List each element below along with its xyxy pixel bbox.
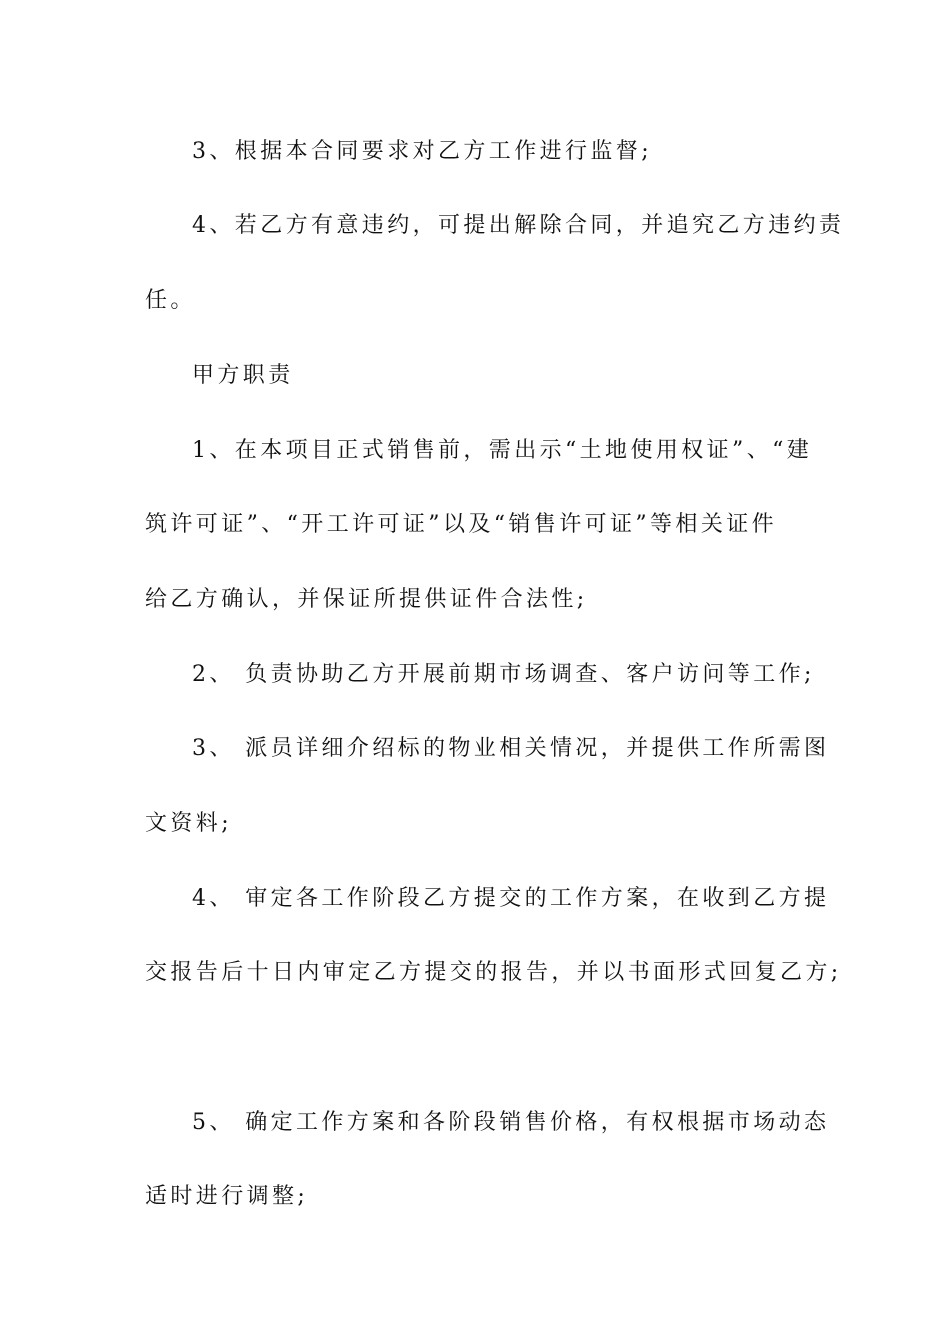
duty-2-market-survey: 2、 负责协助乙方开展前期市场调查、客户访问等工作; <box>192 662 815 687</box>
clause-4-breach-cont: 任。 <box>145 288 196 313</box>
duty-1-certificates-cont-2: 给乙方确认，并保证所提供证件合法性; <box>145 587 588 612</box>
duty-4-review-plans: 4、 审定各工作阶段乙方提交的工作方案，在收到乙方提 <box>192 886 830 911</box>
duty-1-certificates: 1、在本项目正式销售前，需出示“土地使用权证”、“建 <box>192 438 813 463</box>
clause-3-supervise: 3、根据本合同要求对乙方工作进行监督; <box>192 139 653 164</box>
clause-4-breach: 4、若乙方有意违约，可提出解除合同，并追究乙方违约责 <box>192 213 845 238</box>
duty-5-pricing: 5、 确定工作方案和各阶段销售价格，有权根据市场动态 <box>192 1110 830 1135</box>
duty-3-introduce-property: 3、 派员详细介绍标的物业相关情况，并提供工作所需图 <box>192 736 830 761</box>
duty-1-certificates-cont: 筑许可证”、“开工许可证”以及“销售许可证”等相关证件 <box>145 512 778 537</box>
duty-4-review-plans-cont: 交报告后十日内审定乙方提交的报告，并以书面形式回复乙方; <box>145 960 842 985</box>
section-heading-party-a-duties: 甲方职责 <box>192 363 294 388</box>
duty-5-pricing-cont: 适时进行调整; <box>145 1184 309 1209</box>
duty-3-introduce-property-cont: 文资料; <box>145 811 233 836</box>
